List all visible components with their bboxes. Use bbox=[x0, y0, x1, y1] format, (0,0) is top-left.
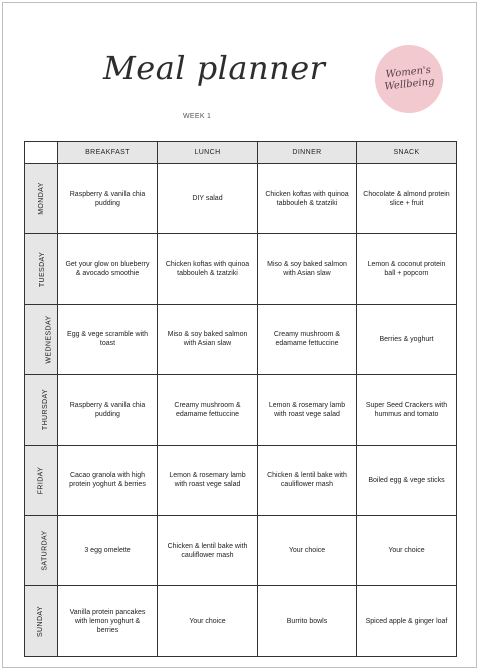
meal-cell: 3 egg omelette bbox=[58, 515, 158, 585]
meal-cell: Cacao granola with high protein yoghurt & berries bbox=[58, 445, 158, 515]
meal-cell: Lemon & rosemary lamb with roast vege salad bbox=[158, 445, 258, 515]
day-cell bbox=[25, 515, 58, 585]
table-row bbox=[25, 586, 457, 656]
corner-cell bbox=[25, 142, 58, 164]
meal-cell: DIY salad bbox=[158, 164, 258, 234]
meal-planner-table bbox=[24, 141, 457, 657]
day-cell bbox=[25, 304, 58, 374]
meal-cell: Burrito bowls bbox=[258, 586, 357, 656]
table-row bbox=[25, 375, 457, 445]
page-title: Meal planner bbox=[103, 49, 326, 87]
column-header-snack: SNACK bbox=[357, 142, 457, 164]
meal-cell: Creamy mushroom & edamame fettuccine bbox=[158, 375, 258, 445]
table-row bbox=[25, 304, 457, 374]
day-label: FRIDAY bbox=[37, 466, 45, 495]
day-cell bbox=[25, 234, 58, 304]
logo-text-line2: Wellbeing bbox=[384, 76, 436, 93]
meal-cell: Egg & vege scramble with toast bbox=[58, 304, 158, 374]
meal-cell: Your choice bbox=[158, 586, 258, 656]
day-label: SATURDAY bbox=[41, 530, 49, 571]
meal-cell: Raspberry & vanilla chia pudding bbox=[58, 375, 158, 445]
meal-cell: Spiced apple & ginger loaf bbox=[357, 586, 457, 656]
day-label: MONDAY bbox=[37, 182, 45, 215]
header-row bbox=[25, 142, 457, 164]
meal-cell: Miso & soy baked salmon with Asian slaw bbox=[258, 234, 357, 304]
meal-cell: Boiled egg & vege sticks bbox=[357, 445, 457, 515]
column-header-lunch: LUNCH bbox=[158, 142, 258, 164]
meal-cell: Vanilla protein pancakes with lemon yoghurt & berries bbox=[58, 586, 158, 656]
column-header-breakfast: BREAKFAST bbox=[58, 142, 158, 164]
meal-cell: Berries & yoghurt bbox=[357, 304, 457, 374]
day-label: SUNDAY bbox=[37, 605, 45, 637]
logo-text-line1: Women's bbox=[385, 64, 432, 81]
day-cell bbox=[25, 586, 58, 656]
meal-cell: Lemon & coconut protein ball + popcorn bbox=[357, 234, 457, 304]
day-cell bbox=[25, 445, 58, 515]
day-label: THURSDAY bbox=[42, 389, 50, 431]
brand-logo bbox=[372, 42, 447, 117]
meal-cell: Your choice bbox=[357, 515, 457, 585]
meal-cell: Chicken koftas with quinoa tabbouleh & tzatziki bbox=[158, 234, 258, 304]
table-row bbox=[25, 164, 457, 234]
meal-cell: Chicken & lentil bake with cauliflower mash bbox=[158, 515, 258, 585]
meal-cell: Chicken & lentil bake with cauliflower mash bbox=[258, 445, 357, 515]
day-label: WEDNESDAY bbox=[45, 315, 53, 364]
day-cell bbox=[25, 164, 58, 234]
week-label: WEEK 1 bbox=[183, 113, 212, 120]
meal-cell: Get your glow on blueberry & avocado smoothie bbox=[58, 234, 158, 304]
table-row bbox=[25, 234, 457, 304]
table-row bbox=[25, 445, 457, 515]
meal-cell: Chicken koftas with quinoa tabbouleh & tzatziki bbox=[258, 164, 357, 234]
meal-cell: Lemon & rosemary lamb with roast vege salad bbox=[258, 375, 357, 445]
meal-cell: Miso & soy baked salmon with Asian slaw bbox=[158, 304, 258, 374]
column-header-dinner: DINNER bbox=[258, 142, 357, 164]
meal-cell: Raspberry & vanilla chia pudding bbox=[58, 164, 158, 234]
meal-cell: Your choice bbox=[258, 515, 357, 585]
table-row bbox=[25, 515, 457, 585]
meal-cell: Super Seed Crackers with hummus and tomato bbox=[357, 375, 457, 445]
day-cell bbox=[25, 375, 58, 445]
day-label: TUESDAY bbox=[39, 251, 47, 287]
meal-cell: Chocolate & almond protein slice + fruit bbox=[357, 164, 457, 234]
meal-cell: Creamy mushroom & edamame fettuccine bbox=[258, 304, 357, 374]
